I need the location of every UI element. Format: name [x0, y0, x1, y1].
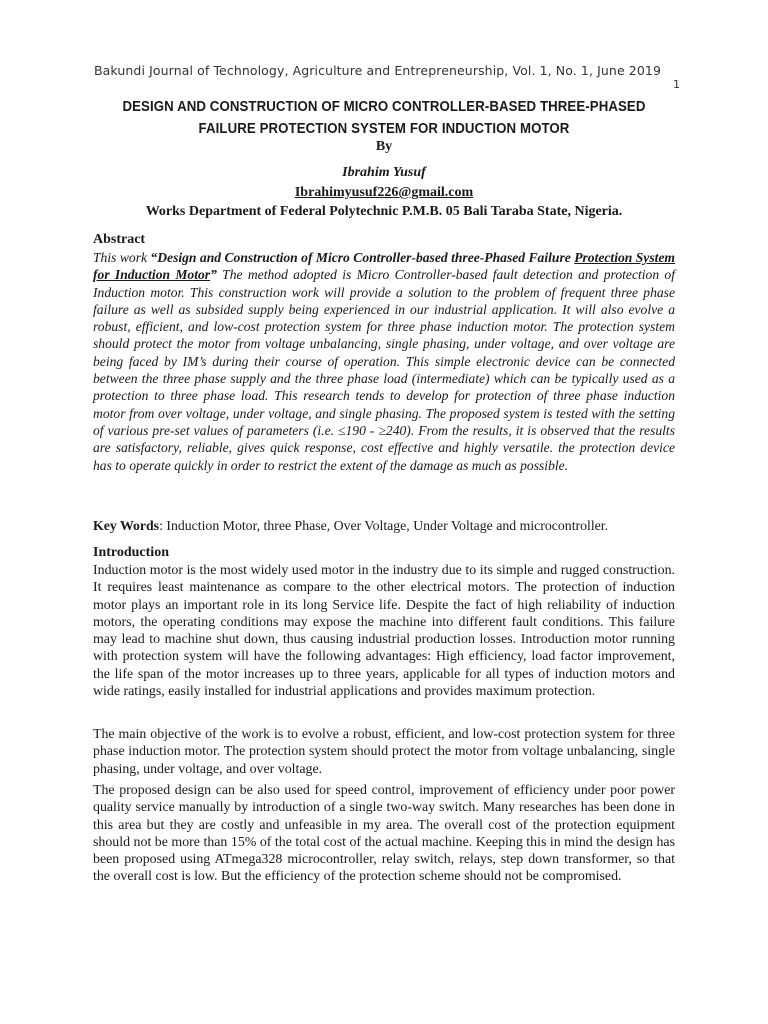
- author-affiliation: Works Department of Federal Polytechnic P.M.B. 05 Bali Taraba State, Nigeria.: [145, 204, 623, 219]
- running-head: Bakundi Journal of Technology, Agriculture and Entrepreneurship, Vol. 1, No. 1, June 2019: [94, 63, 662, 78]
- abstract-quoted-title-part1: “Design and Construction of Micro Controller-based three-Phased Failure: [150, 250, 575, 265]
- keywords-label: Key Words: [93, 518, 160, 533]
- paper-title: DESIGN AND CONSTRUCTION OF MICRO CONTROLLER-BASED THREE-PHASED FAILURE PROTECTION SYSTEM FOR INDUCTION MOTOR: [122, 99, 646, 137]
- keywords-text: : Induction Motor, three Phase, Over Voltage, Under Voltage and microcontroller.: [159, 518, 609, 533]
- abstract-quoted-title-part2: Protection System for Induction Motor: [93, 250, 676, 283]
- abstract-body: [93, 249, 675, 474]
- author-name: Ibrahim Yusuf: [342, 165, 426, 180]
- introduction-paragraph-3: The proposed design can be also used for speed control, improvement of efficiency under poor power quality service manually by introduction of a single two-way switch. Many researches has been done in this area but they are costly and unfeasible in my area. The overall cost of the protection equipment should not be more than 15% of the total cost of the actual machine. Keeping this in mind the design has been proposed using ATmega328 microcontroller, relay switch, relays, step down transformer, so that the overall cost is low. But the efficiency of the protection scheme should not be compromised.: [93, 783, 675, 885]
- introduction-heading: Introduction: [93, 545, 169, 560]
- byline-by: By: [375, 139, 393, 154]
- introduction-paragraph-1: Induction motor is the most widely used motor in the industry due to its simple and rugged construction. It requires least maintenance as compare to the other electrical motors. The protection of induction motor plays an important role in its long Service life. Despite the fact of high reliability of induction motors, the operating conditions may expose the machine into different fault conditions. This failure may lead to machine shut down, thus causing industrial production losses. Introduction motor running with protection system will have the following advantages: High efficiency, load factor improvement, the life span of the motor increases up to three years, applicable for all types of induction motors and wide ratings, easily installed for industrial applications and provides maximum protection.: [93, 563, 675, 700]
- abstract-lead: This work: [93, 250, 151, 265]
- keywords-line: [93, 518, 683, 534]
- abstract-quoted-title-close: ”: [210, 267, 217, 283]
- abstract-heading: Abstract: [93, 232, 146, 247]
- abstract-text: The method adopted is Micro Controller-based fault detection and protection of Induction motor. This construction work will provide a solution to the problem of frequent three phase failure as well as subsided supply being experienced in our industrial application. It will also evolve a robust, efficient, and low-cost protection system for three phase induction motor. The protection system should protect the motor from voltage unbalancing, single phasing, under voltage, and over voltage are being faced by IM’s during their course of operation. This simple electronic device can be connected between the three phase supply and the three phase load (intermediate) which can be typically used as a protection to three phase load. This research tends to develop for protection of three phase induction motor from over voltage, under voltage, and single phasing. The proposed system is tested with the setting of various pre-set values of parameters (i.e. ≤190 - ≥240). From the results, it is observed that the results are satisfactory, reliable, gives quick response, cost effective and highly versatile. the protection device has to operate quickly in order to restrict the extent of the damage as much as possible.: [93, 267, 675, 473]
- introduction-paragraph-2: The main objective of the work is to evolve a robust, efficient, and low-cost protection system for three phase induction motor. The protection system should protect the motor from voltage unbalancing, single phasing, under voltage, and over voltage.: [93, 727, 675, 777]
- author-email[interactable]: Ibrahimyusuf226@gmail.com: [294, 185, 474, 200]
- page-number: 1: [673, 78, 680, 91]
